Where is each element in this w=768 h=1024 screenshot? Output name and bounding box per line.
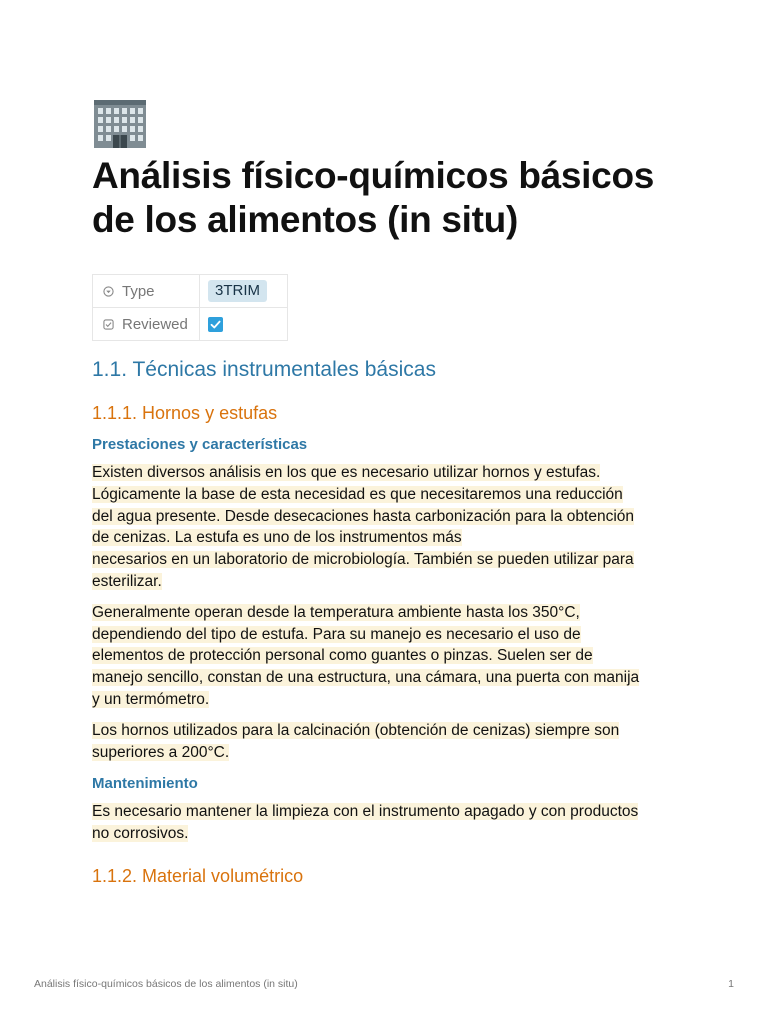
- office-building-icon: [92, 96, 148, 148]
- property-row-type: [93, 275, 288, 308]
- section-heading: 1.1. Técnicas instrumentales básicas: [92, 358, 436, 381]
- footer-title: Análisis físico-químicos básicos de los alimentos (in situ): [34, 978, 298, 990]
- text-line: esterilizar.: [92, 572, 162, 590]
- subsection-heading-hornos: 1.1.1. Hornos y estufas: [92, 403, 278, 423]
- page-footer: [34, 978, 734, 990]
- text-line: elementos de protección personal como guantes o pinzas. Suelen ser de: [92, 647, 593, 665]
- paragraph-3: [92, 720, 692, 764]
- property-value-type[interactable]: [200, 275, 288, 308]
- page-number: 1: [728, 978, 734, 990]
- text-line: necesarios en un laboratorio de microbiología. También se pueden utilizar para: [92, 551, 634, 569]
- text-line: manejo sencillo, constan de una estructura, una cámara, una puerta con manija: [92, 669, 640, 687]
- property-name-reviewed: [93, 308, 200, 341]
- property-label-reviewed: Reviewed: [122, 315, 188, 333]
- text-line: no corrosivos.: [92, 825, 189, 843]
- text-line: dependiendo del tipo de estufa. Para su manejo es necesario el uso de: [92, 625, 581, 643]
- page-content: [92, 96, 692, 887]
- checkbox-property-icon: [103, 319, 114, 330]
- text-line: del agua presente. Desde desecaciones hasta carbonización para la obtención: [92, 507, 635, 525]
- text-line: de cenizas. La estufa es uno de los instrumentos más: [92, 529, 462, 547]
- label-mantenimiento: Mantenimiento: [92, 775, 198, 793]
- type-tag[interactable]: 3TRIM: [208, 280, 267, 302]
- reviewed-checkbox[interactable]: [208, 317, 223, 332]
- text-line: Existen diversos análisis en los que es necesario utilizar hornos y estufas.: [92, 464, 601, 481]
- property-name-type: [93, 275, 200, 308]
- property-label-type: Type: [122, 282, 155, 300]
- text-line: Los hornos utilizados para la calcinación (obtención de cenizas) siempre son: [92, 721, 620, 739]
- text-line: superiores a 200°C.: [92, 743, 230, 761]
- text-line: y un termómetro.: [92, 690, 210, 708]
- subsection-heading-material: 1.1.2. Material volumétrico: [92, 865, 304, 886]
- properties-table: [92, 274, 288, 341]
- paragraph-2: [92, 602, 692, 711]
- property-row-reviewed: [93, 308, 288, 341]
- text-line: Generalmente operan desde la temperatura ambiente hasta los 350°C,: [92, 603, 580, 621]
- page-title: Análisis físico-químicos básicos de los alimentos (in situ): [92, 155, 655, 240]
- text-line: Es necesario mantener la limpieza con el instrumento apagado y con productos: [92, 803, 639, 821]
- text-line: Lógicamente la base de esta necesidad es que necesitaremos una reducción: [92, 485, 623, 503]
- paragraph-4: [92, 801, 692, 845]
- checkmark-icon: [208, 317, 223, 332]
- property-value-reviewed[interactable]: [200, 308, 288, 341]
- select-icon: [103, 286, 114, 297]
- paragraph-1: [92, 462, 692, 593]
- label-prestaciones: Prestaciones y características: [92, 436, 308, 453]
